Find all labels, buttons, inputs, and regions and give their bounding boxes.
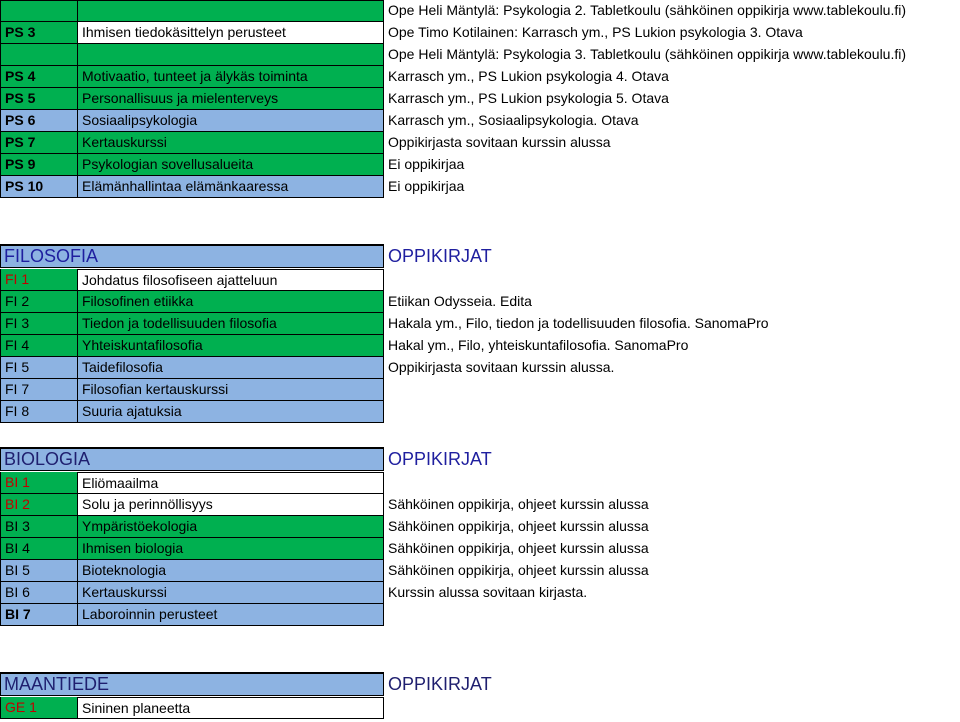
course-book: Ope Heli Mäntylä: Psykologia 3. Tabletkoulu (sähköinen oppikirja www.tablekoulu.fi) [388,46,907,62]
table-row [0,401,960,423]
course-code: BI 6 [0,582,78,604]
course-code: BI 4 [0,538,78,560]
course-book: Hakal ym., Filo, yhteiskuntafilosofia. SanomaPro [388,337,689,353]
course-book [384,379,960,401]
table-row [0,582,960,604]
section-header-biologia [0,447,960,471]
course-book: Sähköinen oppikirja, ohjeet kurssin alussa [388,496,649,512]
oppikirjat-header: OPPIKIRJAT [388,674,492,694]
course-code: BI 7 [0,604,78,626]
course-name: Bioteknologia [78,560,384,582]
table-row [0,494,960,516]
course-code: BI 1 [0,472,78,494]
course-name: Suuria ajatuksia [78,401,384,423]
table-row [0,291,960,313]
course-name: Laboroinnin perusteet [78,604,384,626]
course-name: Solu ja perinnöllisyys [78,494,384,516]
section-title: MAANTIEDE [4,674,110,694]
course-code [0,44,78,66]
course-code: BI 5 [0,560,78,582]
oppikirjat-header: OPPIKIRJAT [388,246,492,266]
course-book: Ei oppikirjaa [388,178,465,194]
course-name [78,0,384,22]
course-code [0,0,78,22]
course-code: FI 5 [0,357,78,379]
table-row [0,335,960,357]
section-title: FILOSOFIA [4,246,99,266]
course-code: FI 2 [0,291,78,313]
course-book: Hakala ym., Filo, tiedon ja todellisuuden filosofia. SanomaPro [388,315,769,331]
course-book [384,472,960,494]
table-row [0,0,960,22]
course-name: Ihmisen tiedokäsittelyn perusteet [78,22,384,44]
section-header-filosofia [0,244,960,268]
course-book: Ope Timo Kotilainen: Karrasch ym., PS Lukion psykologia 3. Otava [388,24,803,40]
section-header-maantiede [0,672,960,696]
course-name: Sosiaalipsykologia [78,110,384,132]
table-row [0,44,960,66]
course-book: Ope Heli Mäntylä: Psykologia 2. Tabletkoulu (sähköinen oppikirja www.tablekoulu.fi) [388,2,907,18]
table-row [0,110,960,132]
course-name: Tiedon ja todellisuuden filosofia [78,313,384,335]
course-book: Oppikirjasta sovitaan kurssin alussa [388,134,611,150]
course-code: BI 2 [0,494,78,516]
course-book: Karrasch ym., PS Lukion psykologia 4. Otava [388,68,669,84]
course-code: PS 7 [0,132,78,154]
course-code: PS 4 [0,66,78,88]
course-book: Sähköinen oppikirja, ohjeet kurssin alussa [388,540,649,556]
table-row [0,538,960,560]
course-book: Sähköinen oppikirja, ohjeet kurssin alussa [388,562,649,578]
course-code: PS 5 [0,88,78,110]
table-row [0,313,960,335]
oppikirjat-header: OPPIKIRJAT [388,449,492,469]
course-name: Filosofinen etiikka [78,291,384,313]
course-book: Oppikirjasta sovitaan kurssin alussa. [388,359,615,375]
table-row [0,516,960,538]
table-row [0,176,960,198]
course-book [384,604,960,626]
course-name [78,44,384,66]
course-book: Karrasch ym., Sosiaalipsykologia. Otava [388,112,639,128]
course-name: Eliömaailma [78,472,384,494]
course-name: Yhteiskuntafilosofia [78,335,384,357]
course-code: PS 10 [0,176,78,198]
table-row [0,357,960,379]
course-name: Kertauskurssi [78,582,384,604]
course-name: Ympäristöekologia [78,516,384,538]
course-book [384,697,960,719]
course-book: Kurssin alussa sovitaan kirjasta. [388,584,588,600]
course-code: FI 7 [0,379,78,401]
course-name: Psykologian sovellusalueita [78,154,384,176]
course-book: Sähköinen oppikirja, ohjeet kurssin alussa [388,518,649,534]
course-book [384,269,960,291]
course-name: Kertauskurssi [78,132,384,154]
course-name: Personallisuus ja mielenterveys [78,88,384,110]
course-code: BI 3 [0,516,78,538]
course-code: FI 3 [0,313,78,335]
course-name: Sininen planeetta [78,697,384,719]
table-row [0,560,960,582]
table-row [0,66,960,88]
table-row [0,132,960,154]
course-book: Ei oppikirjaa [388,156,465,172]
course-code: PS 6 [0,110,78,132]
course-code: PS 3 [0,22,78,44]
course-name: Elämänhallintaa elämänkaaressa [78,176,384,198]
course-name: Filosofian kertauskurssi [78,379,384,401]
table-row [0,604,960,626]
table-row [0,88,960,110]
course-book: Etiikan Odysseia. Edita [388,293,532,309]
table-row [0,379,960,401]
table-row [0,697,960,719]
section-title: BIOLOGIA [4,449,91,469]
course-name: Taidefilosofia [78,357,384,379]
table-row [0,472,960,494]
table-row [0,22,960,44]
course-name: Motivaatio, tunteet ja älykäs toiminta [78,66,384,88]
table-row [0,154,960,176]
course-code: FI 1 [0,269,78,291]
table-row [0,269,960,291]
course-code: GE 1 [0,697,78,719]
course-name: Johdatus filosofiseen ajatteluun [78,269,384,291]
course-name: Ihmisen biologia [78,538,384,560]
course-book: Karrasch ym., PS Lukion psykologia 5. Otava [388,90,669,106]
course-code: FI 4 [0,335,78,357]
course-book [384,401,960,423]
course-code: FI 8 [0,401,78,423]
course-code: PS 9 [0,154,78,176]
